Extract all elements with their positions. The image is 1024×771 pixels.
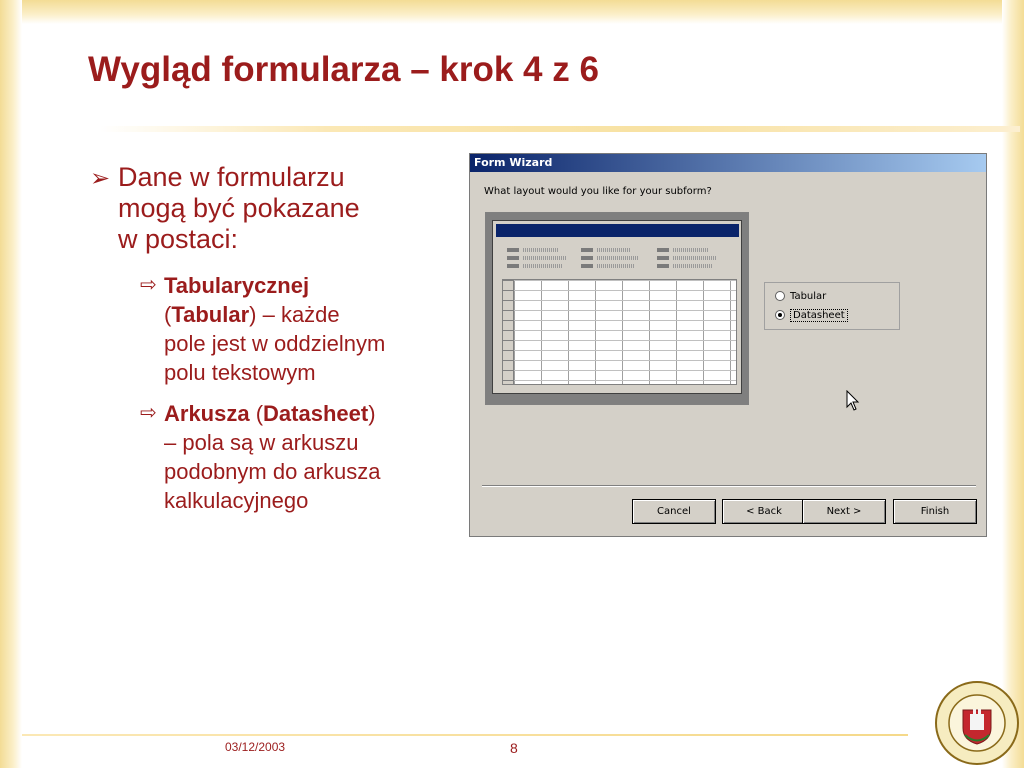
- preview-datasheet-grid: [513, 279, 737, 385]
- preview-field-label: [507, 264, 519, 268]
- preview-field-box: [523, 248, 559, 252]
- datasheet-radio[interactable]: [775, 310, 785, 320]
- next-button[interactable]: Next >: [802, 499, 886, 524]
- sub-bullet-term: Datasheet: [263, 401, 369, 426]
- finish-button[interactable]: Finish: [893, 499, 977, 524]
- preview-field-label: [507, 256, 519, 260]
- sub-bullet-text: – pola są w arkuszu: [164, 430, 359, 455]
- sub-bullet-text: polu tekstowym: [164, 360, 316, 385]
- footer-date: 03/12/2003: [225, 740, 286, 754]
- option-datasheet[interactable]: [775, 310, 848, 321]
- sub-bullet-text: pole jest w oddzielnym: [164, 331, 386, 356]
- preview-field-label: [657, 256, 669, 260]
- option-label: Tabular: [790, 291, 827, 302]
- bullet-main-line: Dane w formularzu: [118, 162, 345, 192]
- preview-field-label: [581, 248, 593, 252]
- slide-frame-right: [1002, 0, 1024, 768]
- preview-field-box: [597, 256, 639, 260]
- preview-field-box: [673, 264, 713, 268]
- dialog-separator: [482, 485, 976, 487]
- sub-bullet-heading: Tabularycznej: [164, 273, 310, 298]
- preview-field-label: [657, 264, 669, 268]
- preview-field-label: [581, 256, 593, 260]
- sub-bullet-tabular: [90, 271, 460, 387]
- sub-bullet-heading: Arkusza: [164, 401, 250, 426]
- preview-header-bar: [496, 224, 739, 237]
- preview-field-box: [523, 256, 567, 260]
- seal-icon: [934, 680, 1020, 766]
- hollow-arrow-bullet-icon: ⇨: [140, 402, 157, 424]
- paren-text: (: [249, 401, 264, 426]
- university-seal-logo: [934, 680, 1020, 766]
- dialog-question: What layout would you like for your subform?: [484, 186, 712, 197]
- slide-frame-top: [0, 0, 1024, 24]
- preview-form: [492, 220, 742, 394]
- preview-field-box: [673, 248, 709, 252]
- hollow-arrow-bullet-icon: ⇨: [140, 274, 157, 296]
- dialog-titlebar[interactable]: Form Wizard: [470, 154, 986, 172]
- preview-field-box: [597, 248, 631, 252]
- title-underline: [100, 126, 1020, 132]
- sub-bullet-text: podobnym do arkusza: [164, 459, 381, 484]
- preview-field-box: [673, 256, 717, 260]
- bullet-main-line: w postaci:: [118, 224, 239, 254]
- mouse-pointer-icon: [846, 390, 860, 418]
- back-button[interactable]: < Back: [722, 499, 806, 524]
- sub-bullet-datasheet: [90, 399, 460, 515]
- slide-frame-left: [0, 0, 22, 768]
- preview-field-box: [597, 264, 635, 268]
- tabular-radio[interactable]: [775, 291, 785, 301]
- sub-bullet-term: Tabular: [171, 302, 250, 327]
- sub-bullet-text: kalkulacyjnego: [164, 488, 309, 513]
- sub-bullet-text: ) – każde: [249, 302, 340, 327]
- option-label: Datasheet: [790, 309, 848, 322]
- preview-field-label: [581, 264, 593, 268]
- footer-rule: [22, 734, 908, 736]
- bullet-main: [90, 162, 460, 255]
- form-wizard-dialog: [469, 153, 987, 537]
- layout-preview: [485, 212, 749, 405]
- preview-field-label: [657, 248, 669, 252]
- layout-option-group: [764, 282, 900, 330]
- cancel-button[interactable]: Cancel: [632, 499, 716, 524]
- bullet-list: [90, 162, 460, 515]
- paren-text: ): [368, 401, 376, 426]
- page-number: 8: [510, 740, 518, 756]
- bullet-main-line: mogą być pokazane: [118, 193, 360, 223]
- preview-field-label: [507, 248, 519, 252]
- option-tabular[interactable]: [775, 291, 826, 302]
- paren-text: (: [164, 302, 172, 327]
- arrow-bullet-icon: ➢: [90, 165, 111, 192]
- slide-title: Wygląd formularza – krok 4 z 6: [88, 50, 599, 89]
- pointer-shape: [846, 390, 860, 412]
- preview-field-box: [523, 264, 563, 268]
